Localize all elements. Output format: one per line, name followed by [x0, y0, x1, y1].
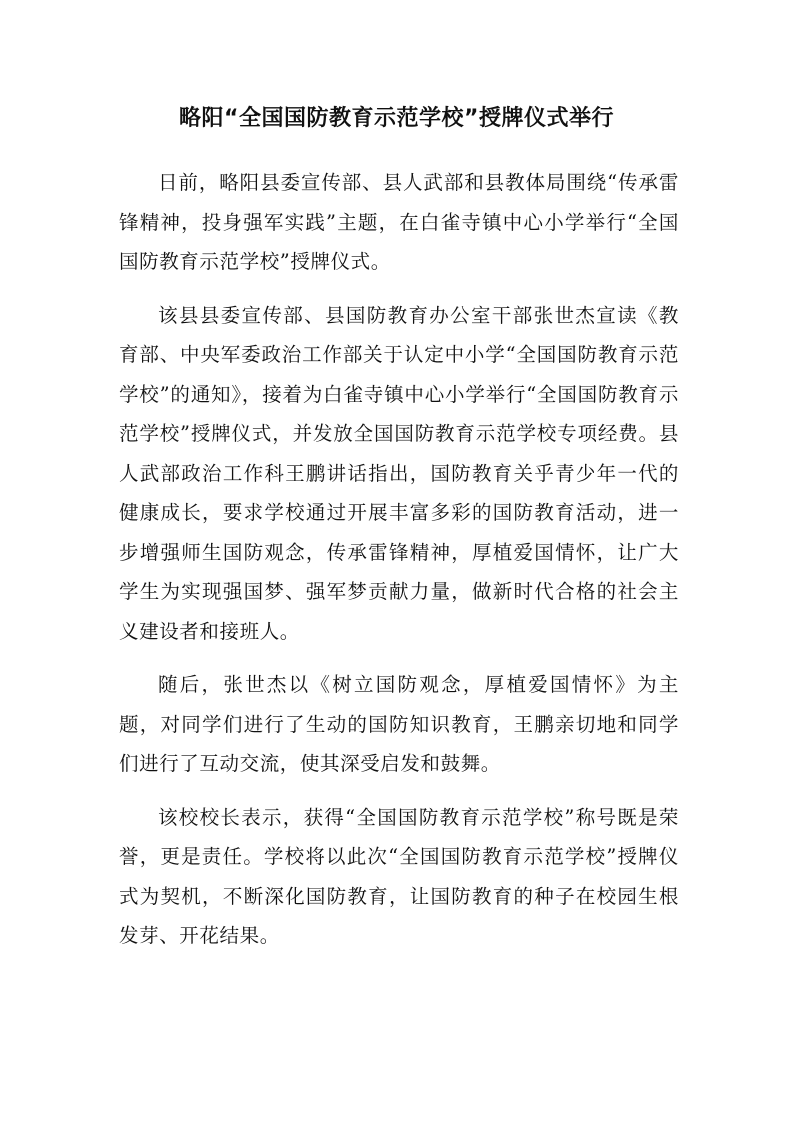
document-title: 略阳“全国国防教育示范学校”授牌仪式举行	[179, 106, 614, 131]
document-body	[119, 163, 679, 970]
paragraph-3: 随后，张世杰以《树立国防观念，厚植爱国情怀》为主题，对同学们进行了生动的国防知识教育，王鹏亲切地和同学们进行了互动交流，使其深受启发和鼓舞。	[119, 673, 679, 775]
paragraph-2: 该县县委宣传部、县国防教育办公室干部张世杰宣读《教育部、中央军委政治工作部关于认定中小学“全国国防教育示范学校”的通知》，接着为白雀寺镇中心小学举行“全国国防教育示范学校”授牌仪式，并发放全国国防教育示范学校专项经费。县人武部政治工作科王鹏讲话指出，国防教育关乎青少年一代的健康成长，要求学校通过开展丰富多彩的国防教育活动，进一步增强师生国防观念，传承雷锋精神，厚植爱国情怀，让广大学生为实现强国梦、强军梦贡献力量，做新时代合格的社会主义建设者和接班人。	[119, 303, 679, 643]
paragraph-1: 日前，略阳县委宣传部、县人武部和县教体局围绕“传承雷锋精神，投身强军实践”主题，在白雀寺镇中心小学举行“全国国防教育示范学校”授牌仪式。	[119, 171, 679, 273]
paragraph-4: 该校校长表示，获得“全国国防教育示范学校”称号既是荣誉，更是责任。学校将以此次“全国国防教育示范学校”授牌仪式为契机，不断深化国防教育，让国防教育的种子在校园生根发芽、开花结果。	[119, 805, 679, 947]
